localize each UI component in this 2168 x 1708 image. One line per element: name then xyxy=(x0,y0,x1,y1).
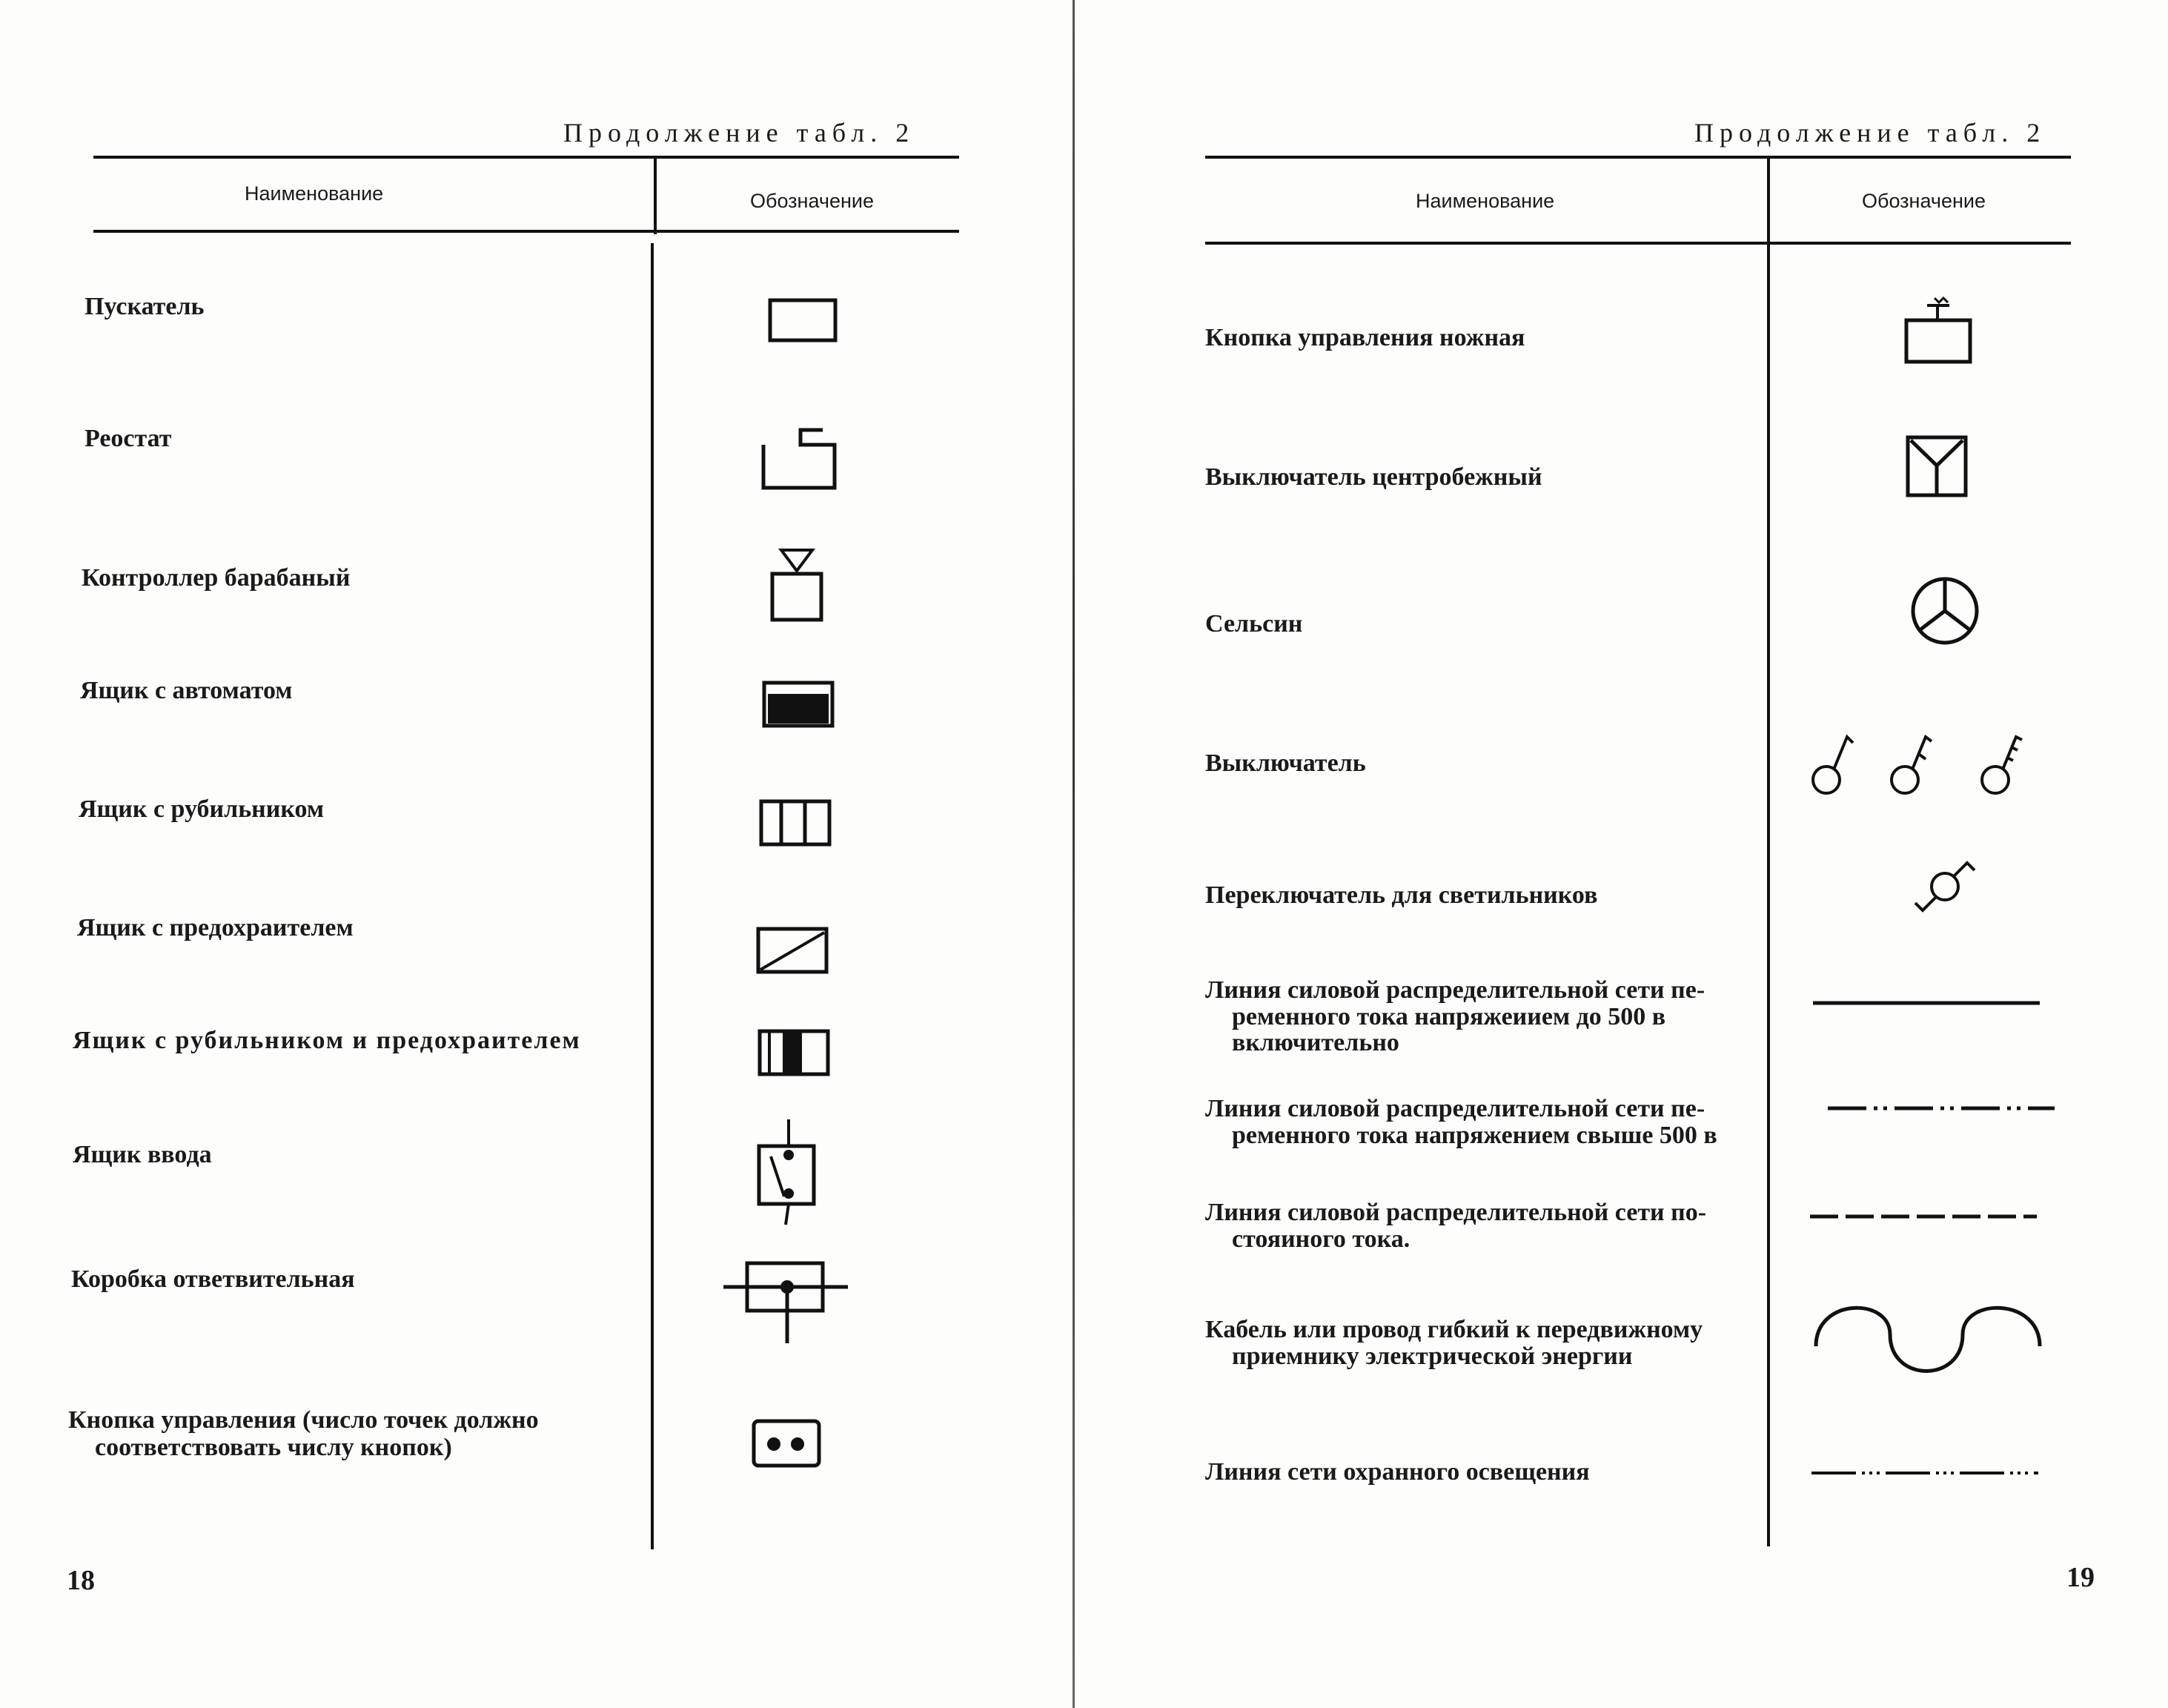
row-name: Ящик с автоматом xyxy=(80,677,293,704)
column-divider xyxy=(651,243,654,1549)
row-name-line: Линия силовой распределительной сети пе- xyxy=(1205,976,1705,1004)
continuation-title: Продолжение табл. 2 xyxy=(1694,118,2046,148)
row-name: Ящик с рубильником xyxy=(79,795,325,823)
column-divider xyxy=(1767,159,1770,1546)
row-name-multiline xyxy=(1205,1317,1703,1369)
header-symbol: Обозначение xyxy=(750,190,874,212)
table-top-rule xyxy=(93,156,959,159)
row-name-line: Кнопка управления (число точек должно xyxy=(68,1406,539,1434)
row-name-multiline xyxy=(1205,977,1705,1056)
drum-controller-icon xyxy=(768,546,827,623)
row-name-multiline xyxy=(1205,1096,1717,1148)
row-name: Выключатель xyxy=(1205,749,1366,777)
row-name-line: Линия силовой распределительной сети по- xyxy=(1205,1199,1707,1226)
starter-rectangle-icon xyxy=(768,298,839,342)
solid-line-icon xyxy=(1813,999,2043,1007)
junction-box-icon xyxy=(723,1257,849,1346)
header-column-divider xyxy=(654,159,657,234)
row-name-line: соответствовать числу кнопок) xyxy=(95,1433,452,1461)
selsyn-icon xyxy=(1909,575,1983,649)
row-name-line: ременного тока напряжеиием до 500 в xyxy=(1232,1002,1666,1030)
row-name-line: Линия силовой распределительной сети пе- xyxy=(1205,1095,1705,1122)
row-name-multiline xyxy=(1205,1199,1706,1252)
row-name-line: включительно xyxy=(1232,1029,1399,1057)
row-name: Выключатель центробежный xyxy=(1205,463,1542,491)
dash-dot-dot-line-icon xyxy=(1828,1105,2058,1112)
flexible-cable-wave-icon xyxy=(1813,1302,2050,1391)
foot-button-icon xyxy=(1902,295,1976,366)
right-page xyxy=(1067,0,2168,1708)
row-name: Линия сети охранного освещения xyxy=(1205,1458,1590,1486)
header-symbol: Обозначение xyxy=(1862,190,1986,212)
centrifugal-switch-icon xyxy=(1905,434,1972,501)
row-name-line: Кабель или провод гибкий к передвижному xyxy=(1205,1316,1703,1343)
lamp-changeover-switch-icon xyxy=(1902,850,1983,924)
header-name: Наименование xyxy=(245,182,384,205)
left-page xyxy=(0,0,1067,1708)
table-top-rule xyxy=(1205,156,2071,159)
dashed-line-icon xyxy=(1810,1213,2040,1220)
continuation-title: Продолжение табл. 2 xyxy=(563,118,915,148)
automatic-box-icon xyxy=(762,681,836,729)
knife-switch-box-icon xyxy=(759,799,833,848)
rheostat-icon xyxy=(760,420,838,491)
page-number: 18 xyxy=(67,1565,95,1596)
input-box-icon xyxy=(756,1116,818,1228)
row-name: Кнопка управления ножная xyxy=(1205,324,1525,351)
row-name-line: стояиного тока. xyxy=(1232,1225,1410,1253)
page-number: 19 xyxy=(2066,1562,2095,1593)
row-name-line: ременного тока напряжением свыше 500 в xyxy=(1232,1121,1717,1149)
row-name: Реостат xyxy=(84,425,172,452)
header-bottom-rule xyxy=(1205,242,2071,245)
fuse-box-icon xyxy=(756,927,830,976)
header-bottom-rule xyxy=(93,230,959,233)
control-button-icon xyxy=(752,1419,823,1469)
row-name: Контроллер барабаный xyxy=(82,564,351,592)
row-name: Переключатель для светильников xyxy=(1205,881,1598,909)
row-name-line: приемнику электрической энергии xyxy=(1232,1342,1633,1370)
security-lighting-line-icon xyxy=(1811,1469,2041,1477)
row-name-multiline xyxy=(68,1407,539,1461)
row-name: Ящик с рубильником и предохраителем xyxy=(73,1027,581,1054)
header-name: Наименование xyxy=(1416,190,1555,212)
row-name: Сельсин xyxy=(1205,610,1303,638)
row-name: Ящик с предохраителем xyxy=(77,914,354,941)
row-name: Пускатель xyxy=(84,293,205,320)
switch-icons xyxy=(1810,726,2040,801)
row-name: Ящик ввода xyxy=(73,1141,212,1168)
row-name: Коробка ответвительная xyxy=(71,1265,355,1293)
switch-fuse-box-icon xyxy=(758,1029,832,1078)
